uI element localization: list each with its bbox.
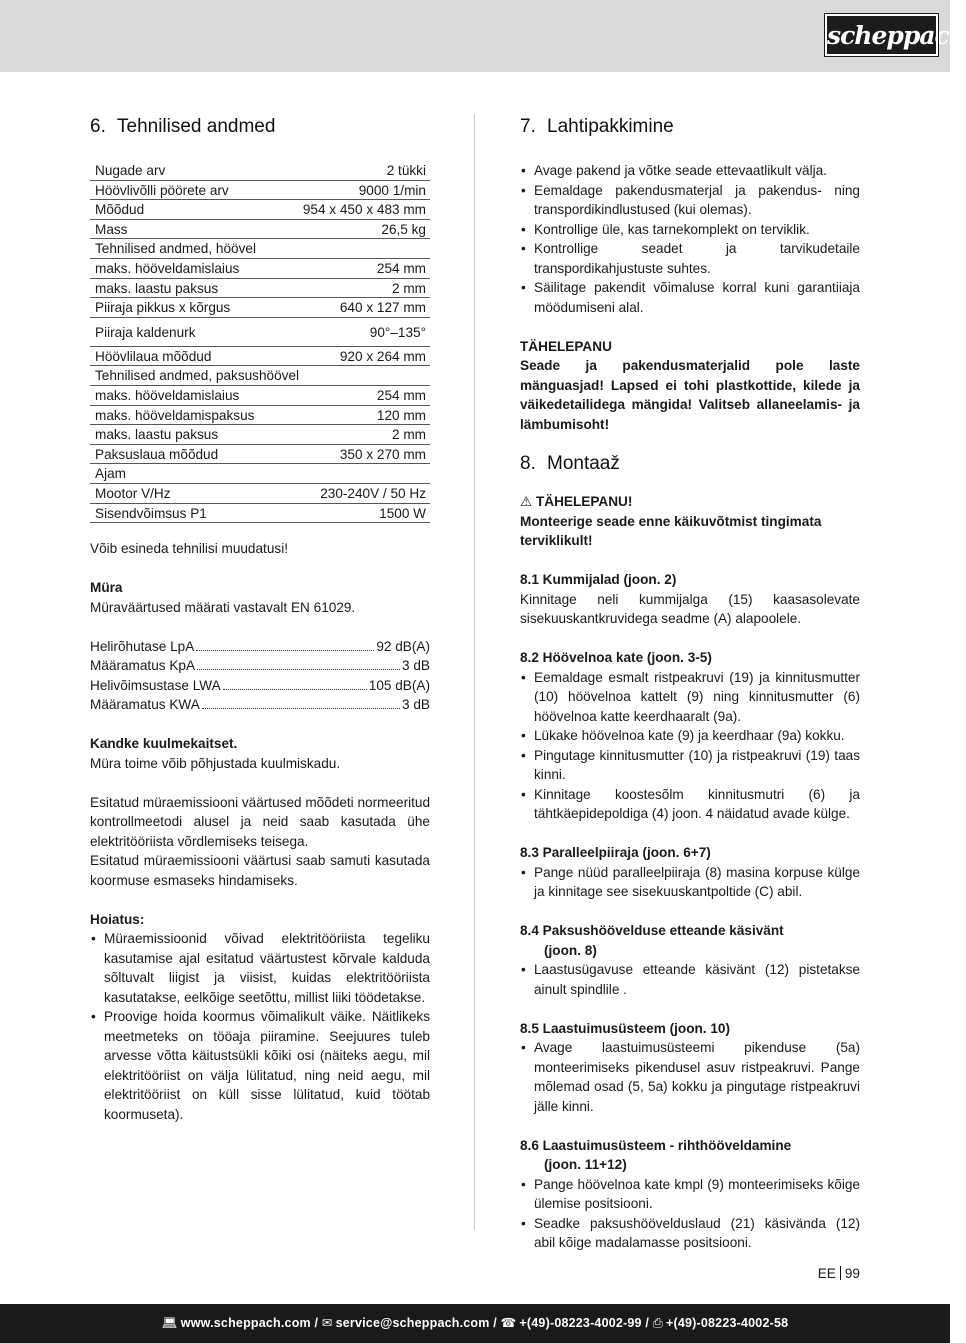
footer-phone: +(49)-08223-4002-99: [519, 1316, 642, 1330]
warning-2-title: ⚠ TÄHELEPANU!: [520, 494, 633, 509]
noise-value: 92 dB(A): [376, 638, 430, 654]
list-item: • Eemaldage esmalt ristpeakruvi (19) ja kinnitusmutter (10) höövelnoa kattelt (9) ning kinnitusmutter (6) höövelnoa katte keerdhaaralt (9a).: [520, 668, 860, 727]
spec-label: Paksuslaua mõõdud: [95, 446, 219, 462]
spec-label: Tehnilised andmed, paksushöövel: [95, 368, 300, 384]
list-item: • Kinnitage koostesõlm kinnitusmutri (6) ja tähtkäepidepoldiga (4) joon. 4 näidatud avade külge.: [520, 785, 860, 824]
spec-label: Höövlilaua mõõdud: [95, 348, 212, 364]
spec-value: 254 mm: [376, 260, 426, 276]
warning-triangle-icon: ⚠: [520, 494, 533, 509]
unpacking-list: [520, 161, 860, 317]
scheppach-logo: scheppach: [825, 14, 938, 56]
s86-list: [520, 1175, 860, 1253]
spec-value: 230-240V / 50 Hz: [320, 485, 426, 501]
footer-email[interactable]: service@scheppach.com: [335, 1316, 490, 1330]
section-8-heading: 8. Montaaž: [520, 453, 620, 474]
left-column: [90, 114, 430, 1124]
noise-label: Helirõhutase LpA: [90, 638, 195, 654]
table-row: [90, 220, 430, 240]
s84-list: [520, 960, 860, 999]
spec-value: 26,5 kg: [381, 221, 426, 237]
s86-title: 8.6 Laastuimusüsteem - rihthööveldamine: [520, 1137, 792, 1153]
spec-label: Tehnilised andmed, höövel: [95, 241, 256, 257]
right-column: [520, 114, 860, 1253]
footer-web[interactable]: www.scheppach.com: [180, 1316, 311, 1330]
spec-value: 920 x 264 mm: [339, 348, 426, 364]
list-item: • Pange nüüd paralleelpiiraja (8) masina korpuse külge ja kinnitage see sisekuuskantpoltide (C) abil.: [520, 863, 860, 902]
ear-protection-text: Müra toime võib põhjustada kuulmiskadu.: [90, 755, 341, 771]
noise-row: [90, 637, 430, 657]
spec-value: 954 x 450 x 483 mm: [302, 202, 426, 218]
noise-value: 3 dB: [402, 658, 430, 674]
computer-icon: 💻︎: [161, 1316, 178, 1330]
dot-leader: [223, 689, 367, 690]
list-item: • Pange höövelnoa kate kmpl (9) monteerimiseks kõige ülemise positsiooni.: [520, 1175, 860, 1214]
list-item: • Eemaldage pakendusmaterjal ja pakendus- ning transpordikindlustused (kui olemas).: [520, 181, 860, 220]
table-row: [90, 239, 430, 259]
table-row: [90, 181, 430, 201]
spec-label: Piiraja pikkus x kõrgus: [95, 300, 231, 316]
list-item: • Laastusügavuse etteande käsivänt (12) pistetakse ainult spindlile .: [520, 960, 860, 999]
footer-fax: +(49)-08223-4002-58: [665, 1316, 789, 1330]
dot-leader: [196, 650, 374, 651]
spec-label: maks. hööveldamislaius: [95, 260, 240, 276]
list-item: • Müraemissioonid võivad elektritööriista tegeliku kasutamise ajal esitatud väärtustest kõrvale kalduda sõltuvalt liigist ja viisist, kuidas elektritööriista kasutatakse, eelkõige seetõttu, millist liiki töödetakse.: [90, 929, 430, 1007]
dot-leader: [197, 669, 400, 670]
table-row: [90, 318, 430, 347]
noise-intro: Müraväärtused määrati vastavalt EN 61029.: [90, 599, 356, 615]
spec-label: Ajam: [95, 466, 126, 482]
fax-icon: ⎙: [652, 1316, 663, 1330]
spec-label: Mootor V/Hz: [95, 485, 171, 501]
spec-label: maks. hööveldamislaius: [95, 387, 240, 403]
spec-label: Höövlivõlli pöörete arv: [95, 182, 229, 198]
list-item: • Kontrollige üle, kas tarnekomplekt on terviklik.: [520, 220, 860, 240]
attention-title: TÄHELEPANU: [520, 338, 612, 354]
s84-title: 8.4 Paksushöövelduse etteande käsivänt: [520, 923, 784, 938]
spec-label: Mõõdud: [95, 202, 145, 218]
spec-label: maks. laastu paksus: [95, 280, 219, 296]
table-row: [90, 425, 430, 445]
table-row: [90, 259, 430, 279]
spec-value: 254 mm: [376, 387, 426, 403]
table-row: [90, 464, 430, 484]
noise-values: [90, 637, 430, 715]
spec-value: 90°–135°: [369, 324, 426, 340]
spec-value: 1500 W: [379, 505, 426, 521]
list-item: • Proovige hoida koormus võimalikult väike. Näitlikeks meetmeteks on tööaja piiramine. Seejuures tuleb arvesse võtta käitustsükli kõiki osi (näiteks aegu, mil elektritööriist on välja lülitatud, ning neid aegu, mil elektritööriist on küll sisse lülitatud, kuid töötab koormuseta).: [90, 1007, 430, 1124]
table-row: [90, 347, 430, 367]
table-row: [90, 279, 430, 299]
table-row: [90, 386, 430, 406]
emission-paragraph-1: Esitatud müraemissiooni väärtused mõõdeti normeeritud kontrollmeetodi alusel ja neid saab kasutada ühe elektritööriista võrdlemiseks teisega.: [90, 794, 431, 849]
s81-text: Kinnitage neli kummijalga (15) kaasasolevate sisekuuskantkruvidega seadme (A) alapoolele.: [520, 591, 860, 626]
list-item: • Pingutage kinnitusmutter (10) ja ristpeakruvi (19) taas kinni.: [520, 746, 860, 785]
noise-row: [90, 676, 430, 696]
s82-title: 8.2 Höövelnoa kate (joon. 3-5): [520, 650, 712, 665]
section-6-heading: 6. Tehnilised andmed: [90, 116, 276, 137]
noise-title: Müra: [90, 580, 123, 596]
spec-label: Mass: [95, 221, 128, 237]
list-item: • Säilitage pakendit võimaluse korral kuni garantiiaja möödumiseni alal.: [520, 278, 860, 317]
list-item: • Seadke paksushöövelduslaud (21) käsivända (12) abil kõige madalamasse positsiooni.: [520, 1214, 860, 1253]
s86-subtitle: (joon. 11+12): [544, 1157, 627, 1172]
noise-value: 3 dB: [402, 697, 430, 713]
section-7-heading: 7. Lahtipakkimine: [520, 116, 674, 137]
warning-2-text: Monteerige seade enne käikuvõtmist tingimata terviklikult!: [520, 513, 822, 548]
s83-title: 8.3 Paralleelpiiraja (joon. 6+7): [520, 845, 711, 860]
ear-protection-title: Kandke kuulmekaitset.: [90, 736, 238, 752]
list-item: • Avage laastuimusüsteemi pikenduse (5a) monteerimiseks pikendusel asuv ristpeakruvi. Pange mõlemad osad (5, 5a) kokku ja pingutage ristpeakruvi jälle kinni.: [520, 1038, 860, 1116]
header-bar: [0, 0, 966, 72]
phone-icon: ☎︎: [500, 1316, 517, 1330]
spec-label: Piiraja kaldenurk: [95, 324, 196, 340]
spec-table: [90, 161, 430, 523]
noise-label: Määramatus KWA: [90, 697, 200, 713]
s81-title: 8.1 Kummijalad (joon. 2): [520, 572, 677, 587]
spec-value: 9000 1/min: [358, 182, 426, 198]
spec-label: maks. laastu paksus: [95, 427, 219, 443]
warning-list: [90, 929, 430, 1124]
noise-label: Helivõimsustase LWA: [90, 677, 221, 693]
spec-label: maks. hööveldamispaksus: [95, 407, 255, 423]
spec-value: 120 mm: [376, 407, 426, 423]
changes-note: Võib esineda tehnilisi muudatusi!: [90, 541, 288, 557]
mail-icon: ✉︎: [321, 1316, 333, 1330]
warning-title: Hoiatus:: [90, 911, 145, 927]
spec-label: Sisendvõimsus P1: [95, 505, 207, 521]
spec-value: 350 x 270 mm: [339, 446, 426, 462]
table-row: [90, 484, 430, 504]
list-item: • Avage pakend ja võtke seade ettevaatlikult välja.: [520, 161, 860, 181]
table-row: [90, 366, 430, 386]
table-row: [90, 406, 430, 426]
spec-value: 2 mm: [392, 280, 426, 296]
table-row: [90, 298, 430, 318]
column-divider: [474, 114, 475, 1230]
list-item: • Kontrollige seadet ja tarvikudetaile transpordikahjustuste suhtes.: [520, 239, 860, 278]
spec-value: 2 mm: [392, 427, 426, 443]
noise-value: 105 dB(A): [368, 677, 430, 693]
page-number: EE 99: [817, 1266, 860, 1281]
table-row: [90, 445, 430, 465]
s85-title: 8.5 Laastuimusüsteem (joon. 10): [520, 1020, 731, 1036]
spec-value: 640 x 127 mm: [339, 300, 426, 316]
dot-leader: [202, 708, 400, 709]
table-row: [90, 200, 430, 220]
attention-text: Seade ja pakendusmaterjalid pole laste mänguasjad! Lapsed ei tohi plastkottide, kilede ja väikedetailidega mängida! Valitseb allaneelamis- ja lämbumisoht!: [520, 358, 860, 432]
spec-label: Nugade arv: [95, 163, 166, 178]
table-row: [90, 161, 430, 181]
noise-row: [90, 656, 430, 676]
s84-subtitle: (joon. 8): [544, 942, 597, 958]
s83-list: [520, 863, 860, 902]
s82-list: [520, 668, 860, 824]
list-item: • Lükake höövelnoa kate (9) ja keerdhaar (9a) kokku.: [520, 726, 860, 746]
emission-paragraph-2: Esitatud müraemissiooni väärtusi saab samuti kasutada koormuse esmaseks hindamiseks.: [90, 853, 430, 888]
spec-value: 2 tükki: [386, 163, 426, 178]
table-row: [90, 504, 430, 524]
footer-bar: 💻︎ www.scheppach.com / ✉︎ service@scheppach.com / ☎︎ +(49)-08223-4002-99 / ⎙ +(49)-08223-4002-58: [0, 1304, 950, 1343]
noise-row: [90, 695, 430, 715]
noise-label: Määramatus KpA: [90, 658, 196, 674]
s85-list: [520, 1038, 860, 1116]
